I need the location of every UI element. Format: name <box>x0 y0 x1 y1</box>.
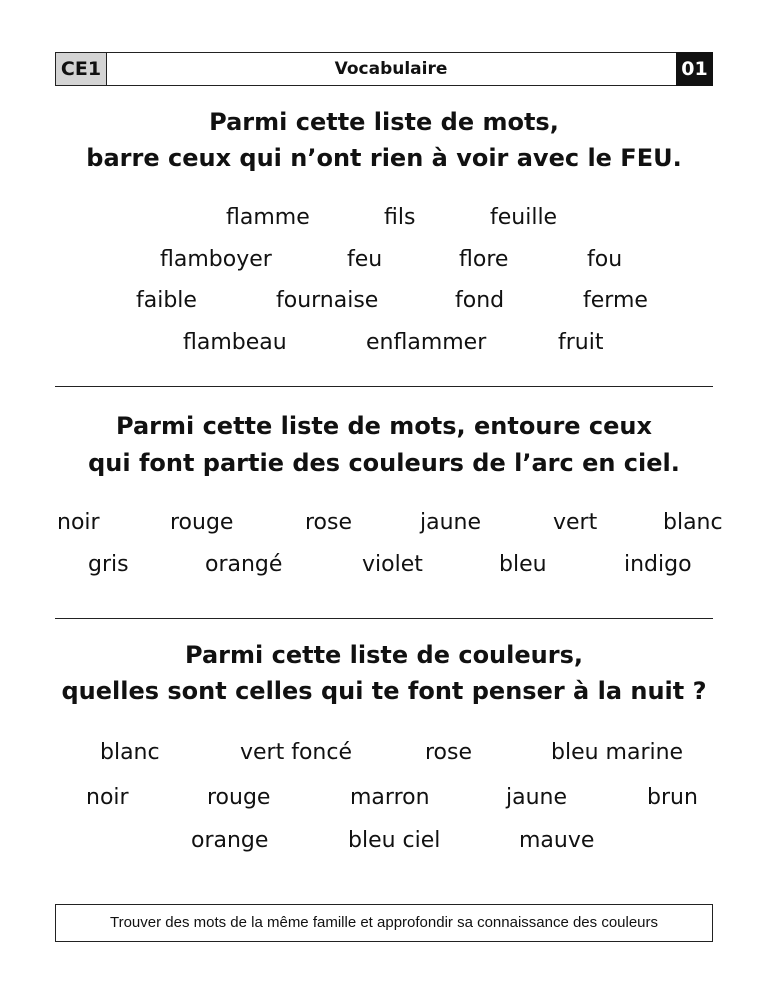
exercise-2-title-line-1: Parmi cette liste de mots, entoure ceux <box>116 412 652 440</box>
word-item[interactable]: indigo <box>624 552 692 577</box>
word-item[interactable]: bleu marine <box>551 740 684 765</box>
objective-footer: Trouver des mots de la même famille et approfondir sa connaissance des couleurs <box>55 904 713 942</box>
word-item[interactable]: fond <box>455 288 505 313</box>
section-divider <box>55 618 713 619</box>
word-item[interactable]: mauve <box>519 828 595 853</box>
word-item[interactable]: vert <box>553 510 598 535</box>
word-item[interactable]: bleu <box>499 552 547 577</box>
word-item[interactable]: brun <box>647 785 698 810</box>
word-item[interactable]: marron <box>350 785 430 810</box>
word-item[interactable]: feu <box>347 247 383 272</box>
word-item[interactable]: gris <box>88 552 129 577</box>
word-item[interactable]: flamboyer <box>160 247 272 272</box>
word-item[interactable]: flore <box>459 247 509 272</box>
sheet-number-badge: 01 <box>676 52 713 86</box>
exercise-1-title-line-2: barre ceux qui n’ont rien à voir avec le FEU. <box>86 144 682 172</box>
word-item[interactable]: noir <box>57 510 100 535</box>
word-item[interactable]: jaune <box>506 785 568 810</box>
word-item[interactable]: fils <box>384 205 416 230</box>
level-badge: CE1 <box>55 52 107 86</box>
word-item[interactable]: rouge <box>207 785 271 810</box>
word-item[interactable]: noir <box>86 785 129 810</box>
word-item[interactable]: jaune <box>420 510 482 535</box>
word-item[interactable]: fournaise <box>276 288 379 313</box>
word-item[interactable]: bleu ciel <box>348 828 441 853</box>
word-item[interactable]: fruit <box>558 330 604 355</box>
word-item[interactable]: violet <box>362 552 423 577</box>
word-item[interactable]: faible <box>136 288 197 313</box>
word-item[interactable]: flamme <box>226 205 310 230</box>
exercise-2-title-line-2: qui font partie des couleurs de l’arc en ciel. <box>88 449 680 477</box>
word-item[interactable]: flambeau <box>183 330 287 355</box>
section-divider <box>55 386 713 387</box>
exercise-3-title-line-2: quelles sont celles qui te font penser à la nuit ? <box>61 677 707 705</box>
word-item[interactable]: rouge <box>170 510 234 535</box>
word-item[interactable]: fou <box>587 247 623 272</box>
word-item[interactable]: ferme <box>583 288 648 313</box>
word-item[interactable]: blanc <box>663 510 723 535</box>
word-item[interactable]: rose <box>305 510 353 535</box>
subject-title: Vocabulaire <box>106 52 677 86</box>
word-item[interactable]: blanc <box>100 740 160 765</box>
exercise-3-title-line-1: Parmi cette liste de couleurs, <box>185 641 583 669</box>
worksheet-header <box>55 52 713 86</box>
word-item[interactable]: enflammer <box>366 330 487 355</box>
word-item[interactable]: orange <box>191 828 269 853</box>
exercise-1-title-line-1: Parmi cette liste de mots, <box>209 108 559 136</box>
word-item[interactable]: feuille <box>490 205 558 230</box>
word-item[interactable]: orangé <box>205 552 283 577</box>
word-item[interactable]: vert foncé <box>240 740 352 765</box>
word-item[interactable]: rose <box>425 740 473 765</box>
